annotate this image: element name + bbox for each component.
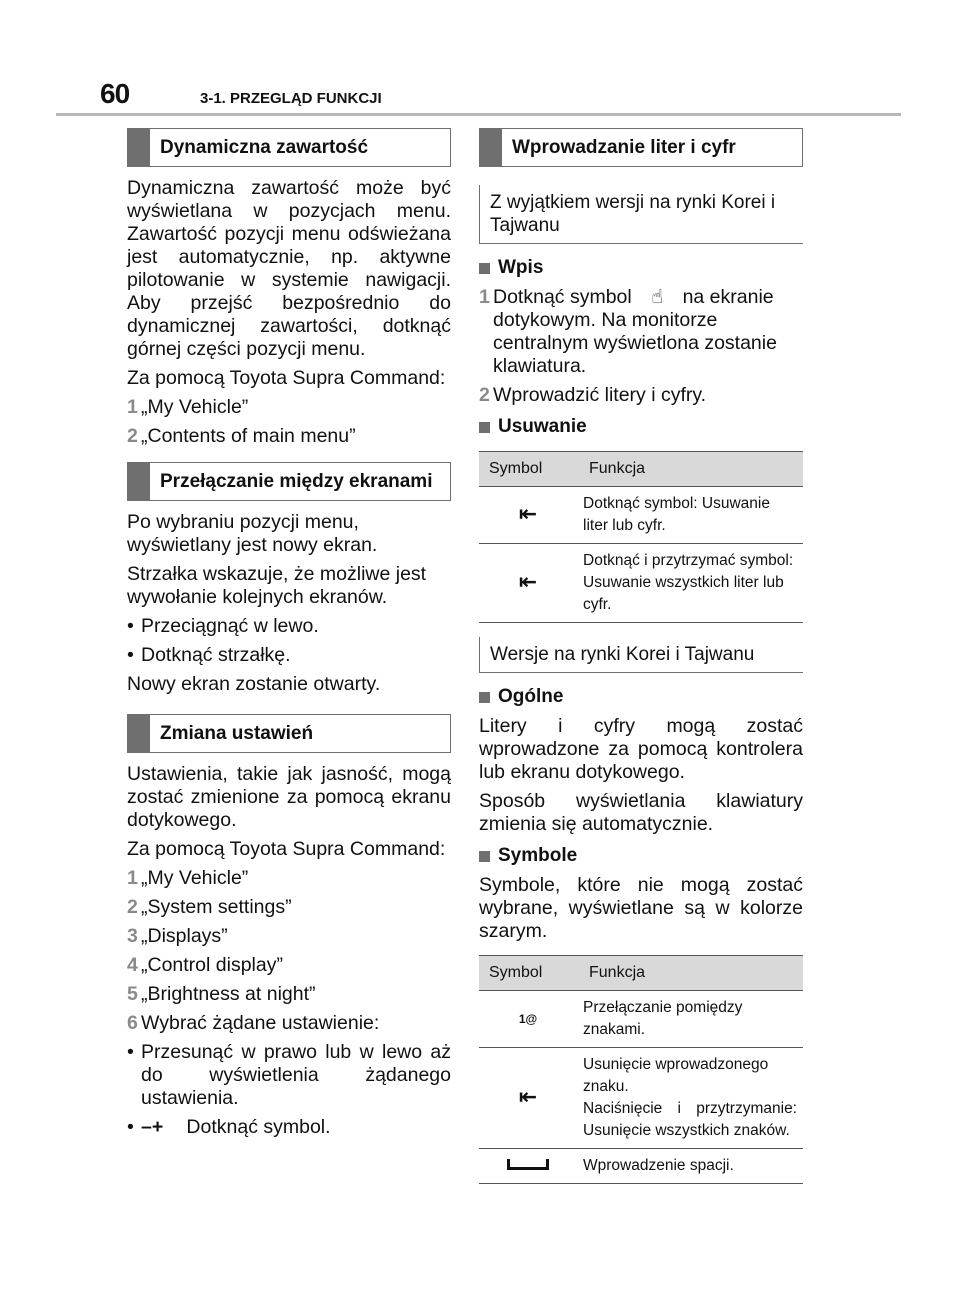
paragraph: Po wybraniu pozycji menu, wyświetlany jest nowy ekran. xyxy=(127,511,378,556)
step: 1 „My Vehicle” xyxy=(127,867,249,889)
backspace-icon: ⇤ xyxy=(518,568,538,594)
subheading-wpis: Wpis xyxy=(479,256,803,280)
step: 6 Wybrać żądane ustawienie: xyxy=(127,1012,380,1034)
paragraph: Za pomocą Toyota Supra Command: xyxy=(127,367,446,389)
header-rule xyxy=(56,113,901,116)
page-number: 60 xyxy=(100,78,130,109)
keyboard-hand-icon: ☝ xyxy=(651,286,664,308)
subheading-ogolne: Ogólne xyxy=(479,685,803,709)
left-column xyxy=(127,128,451,1145)
step: 2 „Contents of main menu” xyxy=(127,425,356,447)
market-note: Z wyjątkiem wersji na rynki Korei i Tajwanu xyxy=(479,185,803,244)
paragraph: Nowy ekran zostanie otwarty. xyxy=(127,673,381,695)
paragraph: Strzałka wskazuje, że możliwe jest wywołanie kolejnych ekranów. xyxy=(127,563,427,608)
paragraph: Litery i cyfry mogą zostać wprowadzone za pomocą kontrolera lub ekranu dotykowego. xyxy=(479,715,803,783)
backspace-icon: ⇤ xyxy=(518,500,538,526)
delete-symbol-table: Symbol Funkcja ⇤ Dotknąć symbol: Usuwanie liter lub cyfr. ⇤ Dotknąć i przytrzymać symbol: Usuwanie wszystkich liter lub cyfr. xyxy=(479,451,803,623)
step: 2 „System settings” xyxy=(127,896,292,918)
table-row: ⇤ Dotknąć symbol: Usuwanie liter lub cyfr. xyxy=(479,487,803,544)
paragraph: Za pomocą Toyota Supra Command: xyxy=(127,838,446,860)
list-item: • Dotknąć strzałkę. xyxy=(127,644,291,666)
heading-letters-digits: Wprowadzanie liter i cyfr xyxy=(479,128,803,167)
subheading-symbole: Symbole xyxy=(479,844,803,868)
list-item: • Przeciągnąć w lewo. xyxy=(127,615,319,637)
list-item: • Przesunąć w prawo lub w lewo aż do wyświetlenia żądanego ustawienia. xyxy=(127,1041,451,1109)
space-icon xyxy=(507,1159,549,1170)
paragraph: Dynamiczna zawartość może być wyświetlana w pozycjach menu. Zawartość pozycji menu odświeżana jest automatycznie, np. aktywne pilotowanie w systemie nawigacji. Aby przejść bezpośrednio do dynamicznej zawartości, dotknąć górnej części pozycji menu. xyxy=(127,177,451,360)
step: 3 „Displays” xyxy=(127,925,228,947)
minus-plus-icon: –+ xyxy=(141,1116,164,1138)
paragraph: Ustawienia, takie jak jasność, mogą zostać zmienione za pomocą ekranu dotykowego. xyxy=(127,763,451,831)
step: 1 Dotknąć symbol ☝ na ekranie dotykowym. Na monitorze centralnym wyświetlona zostanie klawiatura. xyxy=(479,286,777,377)
right-column xyxy=(479,128,803,1198)
backspace-icon: ⇤ xyxy=(518,1083,538,1109)
market-note: Wersje na rynki Korei i Tajwanu xyxy=(479,637,803,673)
symbols-table: Symbol Funkcja 1@ Przełączanie pomiędzy znakami. ⇤ Usunięcie wprowadzonego znaku. Naciśnięcie i przytrzymanie: Usunięcie wszystkich znaków. Wprowadzenie spacji. xyxy=(479,955,803,1184)
heading-switch-screens: Przełączanie między ekranami xyxy=(127,462,451,501)
paragraph: Symbole, które nie mogą zostać wybrane, wyświetlane są w kolorze szarym. xyxy=(479,874,803,942)
step: 5 „Brightness at night” xyxy=(127,983,316,1005)
heading-dynamic-content: Dynamiczna zawartość xyxy=(127,128,451,167)
step: 2 Wprowadzić litery i cyfry. xyxy=(479,384,707,406)
table-row: ⇤ Usunięcie wprowadzonego znaku. Naciśnięcie i przytrzymanie: Usunięcie wszystkich znaków. xyxy=(479,1048,803,1149)
table-row: Wprowadzenie spacji. xyxy=(479,1149,803,1184)
list-item: • –+ Dotknąć symbol. xyxy=(127,1116,331,1138)
heading-change-settings: Zmiana ustawień xyxy=(127,714,451,753)
step: 1 „My Vehicle” xyxy=(127,396,249,418)
paragraph: Sposób wyświetlania klawiatury zmienia się automatycznie. xyxy=(479,790,803,835)
table-row: 1@ Przełączanie pomiędzy znakami. xyxy=(479,991,803,1048)
step: 4 „Control display” xyxy=(127,954,283,976)
section-title: 3-1. PRZEGLĄD FUNKCJI xyxy=(200,90,382,107)
switch-characters-icon: 1@ xyxy=(518,1012,538,1026)
subheading-usuwanie: Usuwanie xyxy=(479,415,803,439)
table-row: ⇤ Dotknąć i przytrzymać symbol: Usuwanie wszystkich liter lub cyfr. xyxy=(479,544,803,623)
